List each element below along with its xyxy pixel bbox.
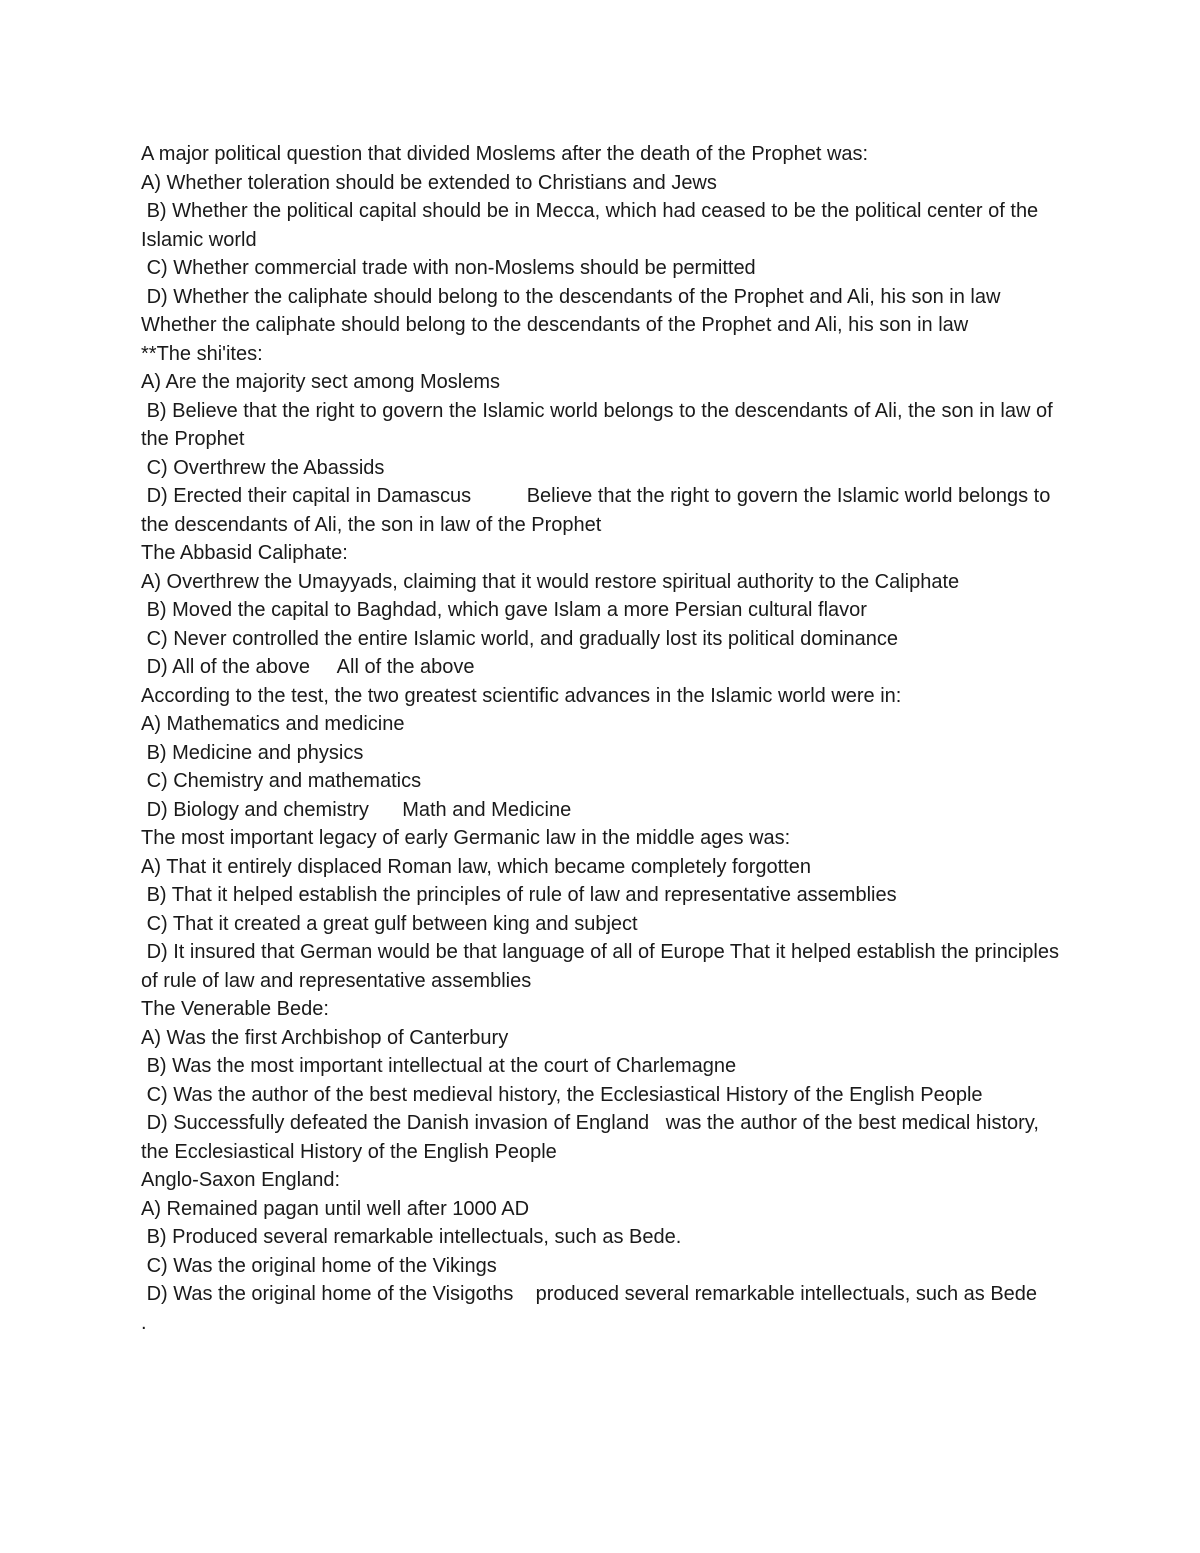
question-6-option-b: B) Was the most important intellectual at the court of Charlemagne [141,1055,737,1077]
question-4-option-b: B) Medicine and physics [141,741,364,764]
question-4-stem: According to the test, the two greatest scientific advances in the Islamic world were in: [141,684,902,707]
question-7-option-a: A) Remained pagan until well after 1000 AD [141,1197,530,1220]
question-4-option-c: C) Chemistry and mathematics [141,770,422,792]
question-1-option-b: B) Whether the political capital should be in Mecca, which had ceased to be the political center of the Islamic world [141,200,1044,251]
question-1-option-a: A) Whether toleration should be extended to Christians and Jews [141,171,717,194]
question-2-option-a: A) Are the majority sect among Moslems [141,371,501,393]
question-2-option-c: C) Overthrew the Abassids [141,456,385,479]
question-1-option-c: C) Whether commercial trade with non-Moslems should be permitted [141,257,756,279]
question-7-option-d-answer: D) Was the original home of the Visigoths produced several remarkable intellectuals, such as Bede [141,1283,1038,1305]
question-6-option-c: C) Was the author of the best medieval history, the Ecclesiastical History of the English People [141,1083,983,1106]
question-2-option-d-answer: D) Erected their capital in Damascus Believe that the right to govern the Islamic world belongs to the descendants of Ali, the son in law of the Prophet [141,485,1056,536]
question-7-option-c: C) Was the original home of the Vikings [141,1254,497,1277]
question-7-option-b: B) Produced several remarkable intellectuals, such as Bede. [141,1226,682,1248]
question-5-option-b: B) That it helped establish the principles of rule of law and representative assemblies [141,884,897,906]
trailing-period: . [141,1311,147,1334]
document-body [141,140,1065,1337]
question-3-option-a: A) Overthrew the Umayyads, claiming that it would restore spiritual authority to the Caliphate [141,570,960,593]
question-3-option-d-answer: D) All of the above All of the above [141,656,475,678]
question-6-stem: The Venerable Bede: [141,998,329,1020]
question-1-option-d-answer: D) Whether the caliphate should belong to the descendants of the Prophet and Ali, his son in law Whether the caliphate should belong to the descendants of the Prophet and Ali, his son in law [141,285,1034,336]
question-6-option-a: A) Was the first Archbishop of Canterbury [141,1026,509,1049]
question-5-stem: The most important legacy of early Germanic law in the middle ages was: [141,827,791,849]
question-1-stem: A major political question that divided Moslems after the death of the Prophet was: [141,143,869,165]
question-5-option-c: C) That it created a great gulf between king and subject [141,912,638,935]
question-5-option-a: A) That it entirely displaced Roman law, which became completely forgotten [141,855,811,878]
question-7-stem: Anglo-Saxon England: [141,1169,341,1191]
question-3-stem: The Abbasid Caliphate: [141,542,348,564]
question-2-stem: **The shi'ites: [141,342,263,365]
question-6-option-d-answer: D) Successfully defeated the Danish invasion of England was the author of the best medical history, the Ecclesiastical History of the English People [141,1112,1045,1163]
question-2-option-b: B) Believe that the right to govern the Islamic world belongs to the descendants of Ali, the son in law of the Prophet [141,399,1059,450]
question-3-option-c: C) Never controlled the entire Islamic world, and gradually lost its political dominance [141,627,899,650]
question-5-option-d-answer: D) It insured that German would be that language of all of Europe That it helped establish the principles of rule of law and representative assemblies [141,941,1065,992]
question-4-option-a: A) Mathematics and medicine [141,713,405,735]
question-3-option-b: B) Moved the capital to Baghdad, which gave Islam a more Persian cultural flavor [141,599,867,621]
question-4-option-d-answer: D) Biology and chemistry Math and Medicine [141,798,572,821]
